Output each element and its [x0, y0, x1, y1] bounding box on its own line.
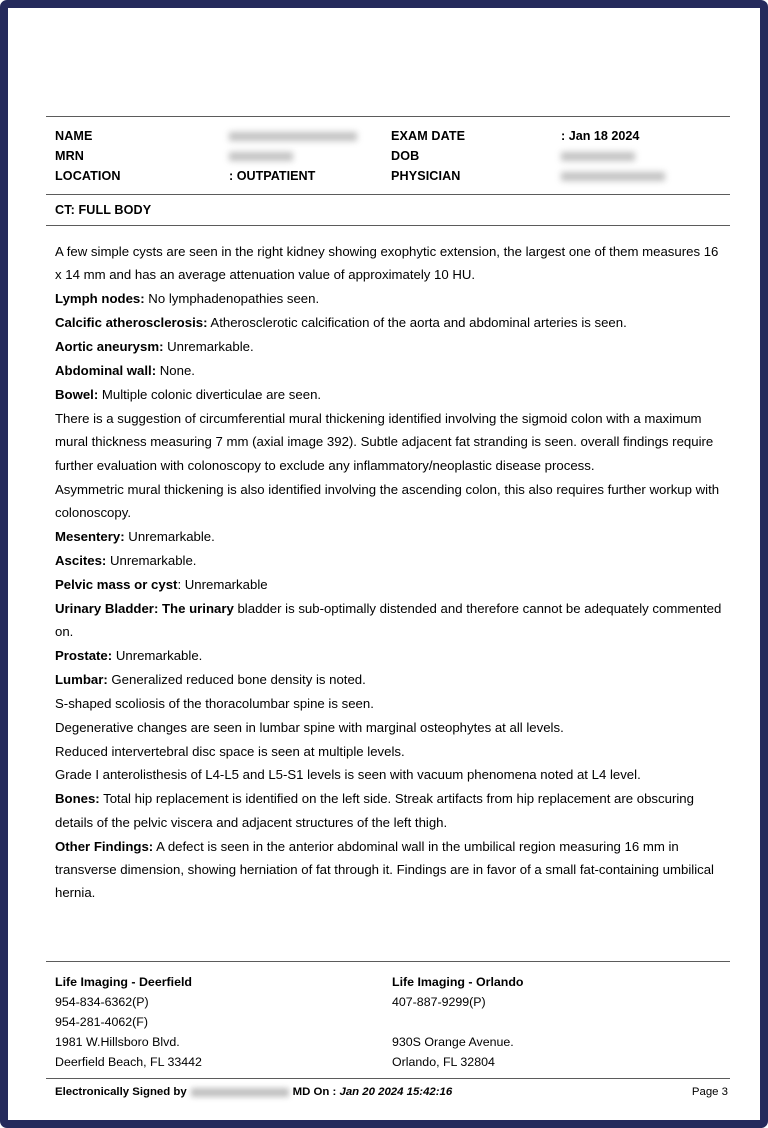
- finding-text: A defect is seen in the anterior abdominal wall in the umbilical region measuring 16 mm in transverse dimension, showing herniation of fat through it. Findings are in favor of a small fat-containing umbilical hernia.: [55, 838, 714, 901]
- finding-text: None.: [156, 363, 195, 379]
- finding-text: Unremarkable.: [163, 339, 254, 355]
- footer-location-street: 930S Orange Avenue.: [392, 1035, 514, 1049]
- header-label-exam-date: EXAM DATE: [391, 129, 466, 143]
- footer-location-phone: 407-887-9299(P): [392, 995, 486, 1009]
- header-value-dob: [561, 146, 731, 166]
- finding-paragraph: [55, 287, 727, 310]
- footer-location-phone: 954-834-6362(P): [55, 995, 149, 1009]
- finding-heading: Prostate:: [55, 647, 113, 663]
- finding-text: Atherosclerotic calcification of the aorta and abdominal arteries is seen.: [207, 315, 627, 331]
- finding-paragraph: [55, 597, 727, 644]
- finding-heading: Abdominal wall:: [55, 363, 157, 379]
- finding-text: Reduced intervertebral disc space is seen at multiple levels.: [55, 743, 405, 759]
- finding-text: : Unremarkable: [177, 576, 268, 592]
- finding-paragraph: [55, 311, 727, 334]
- redacted-mrn: [229, 152, 293, 161]
- signature-prefix: Electronically Signed by: [55, 1086, 187, 1098]
- header-label-name: NAME: [55, 129, 93, 143]
- finding-text: Generalized reduced bone density is noted.: [107, 671, 366, 687]
- finding-paragraph: [55, 240, 727, 287]
- finding-paragraph: [55, 478, 727, 525]
- finding-paragraph: [55, 644, 727, 667]
- finding-paragraph: [55, 335, 727, 358]
- finding-paragraph: [55, 573, 727, 596]
- header-label-physician: PHYSICIAN: [391, 169, 461, 183]
- finding-text: No lymphadenopathies seen.: [144, 291, 320, 307]
- footer-location-fax: [392, 1012, 730, 1032]
- finding-heading: Pelvic mass or cyst: [55, 576, 178, 592]
- header-value-exam-date: : Jan 18 2024: [561, 129, 640, 143]
- finding-text: bladder is sub-optimally distended and therefore cannot be adequately commented on.: [55, 600, 722, 639]
- finding-text: Degenerative changes are seen in lumbar spine with marginal osteophytes at all levels.: [55, 719, 564, 735]
- page-number: Page 3: [691, 1086, 728, 1098]
- footer-locations: [46, 962, 730, 1078]
- finding-text: Grade I anterolisthesis of L4-L5 and L5-S1 levels is seen with vacuum phenomena noted at L4 level.: [55, 767, 641, 783]
- finding-paragraph: [55, 359, 727, 382]
- finding-paragraph: [55, 740, 727, 763]
- finding-text: Unremarkable.: [106, 552, 197, 568]
- redacted-dob: [561, 152, 635, 161]
- footer-location-fax: 954-281-4062(F): [55, 1015, 148, 1029]
- finding-text: S-shaped scoliosis of the thoracolumbar spine is seen.: [55, 695, 374, 711]
- footer-location-city: Orlando, FL 32804: [392, 1055, 495, 1069]
- finding-text: There is a suggestion of circumferential mural thickening identified involving the sigmoid colon with a maximum mural thickness measuring 7 mm (axial image 392). Subtle adjacent fat stranding is seen. overall findings require further evaluation with colonoscopy to exclude any inflammatory/neoplastic disease process.: [55, 410, 714, 473]
- header-value-physician: [561, 166, 731, 186]
- finding-text: Unremarkable.: [124, 528, 215, 544]
- redacted-signing-physician: [191, 1088, 289, 1097]
- footer-location-name: Life Imaging - Orlando: [392, 975, 524, 989]
- findings-body: [46, 226, 730, 905]
- finding-paragraph: [55, 787, 727, 834]
- finding-heading: Other Findings:: [55, 838, 154, 854]
- finding-paragraph: [55, 835, 727, 905]
- finding-paragraph: [55, 549, 727, 572]
- finding-paragraph: [55, 407, 727, 477]
- finding-paragraph: [55, 668, 727, 691]
- finding-text: A few simple cysts are seen in the right kidney showing exophytic extension, the largest one of them measures 16 x 14 mm and has an average attenuation value of approximately 10 HU.: [55, 244, 719, 283]
- footer-location-street: 1981 W.Hillsboro Blvd.: [55, 1035, 180, 1049]
- finding-text: Total hip replacement is identified on the left side. Streak artifacts from hip replacement are obscuring details of the pelvic viscera and adjacent structures of the left thigh.: [55, 791, 694, 830]
- redacted-physician: [561, 172, 665, 181]
- footer-location-name: Life Imaging - Deerfield: [55, 975, 193, 989]
- signature-suffix: MD On :: [292, 1086, 337, 1098]
- signature-row: [46, 1079, 730, 1098]
- finding-heading: Lymph nodes:: [55, 291, 145, 307]
- finding-paragraph: [55, 716, 727, 739]
- finding-heading: Bowel:: [55, 386, 99, 402]
- footer-location-city: Deerfield Beach, FL 33442: [55, 1055, 202, 1069]
- finding-text: Asymmetric mural thickening is also identified involving the ascending colon, this also requires further workup with colonoscopy.: [55, 481, 720, 520]
- finding-text: Unremarkable.: [112, 647, 203, 663]
- footer-location-deerfield: [55, 972, 392, 1072]
- finding-text: Multiple colonic diverticulae are seen.: [98, 386, 322, 402]
- page-footer: [46, 961, 730, 1098]
- finding-paragraph: [55, 692, 727, 715]
- finding-paragraph: [55, 763, 727, 786]
- finding-heading: Calcific atherosclerosis:: [55, 315, 208, 331]
- footer-location-orlando: [392, 972, 730, 1072]
- header-label-dob: DOB: [391, 149, 420, 163]
- redacted-patient-name: [229, 132, 357, 141]
- study-title: CT: FULL BODY: [55, 203, 152, 217]
- header-label-location: LOCATION: [55, 169, 121, 183]
- finding-heading: Aortic aneurysm:: [55, 339, 164, 355]
- finding-heading: Bones:: [55, 791, 100, 807]
- header-value-location: : OUTPATIENT: [229, 169, 316, 183]
- header-value-name: [229, 126, 391, 146]
- header-label-mrn: MRN: [55, 149, 84, 163]
- finding-heading: Ascites:: [55, 552, 107, 568]
- header-value-mrn: [229, 146, 391, 166]
- finding-paragraph: [55, 525, 727, 548]
- finding-heading: Lumbar:: [55, 671, 108, 687]
- page-content: [8, 8, 760, 1120]
- finding-heading: Urinary Bladder: The urinary: [55, 600, 234, 616]
- patient-header: [46, 117, 730, 194]
- signature-statement: [55, 1086, 452, 1098]
- finding-paragraph: [55, 383, 727, 406]
- signature-timestamp: Jan 20 2024 15:42:16: [339, 1086, 453, 1098]
- finding-heading: Mesentery:: [55, 528, 125, 544]
